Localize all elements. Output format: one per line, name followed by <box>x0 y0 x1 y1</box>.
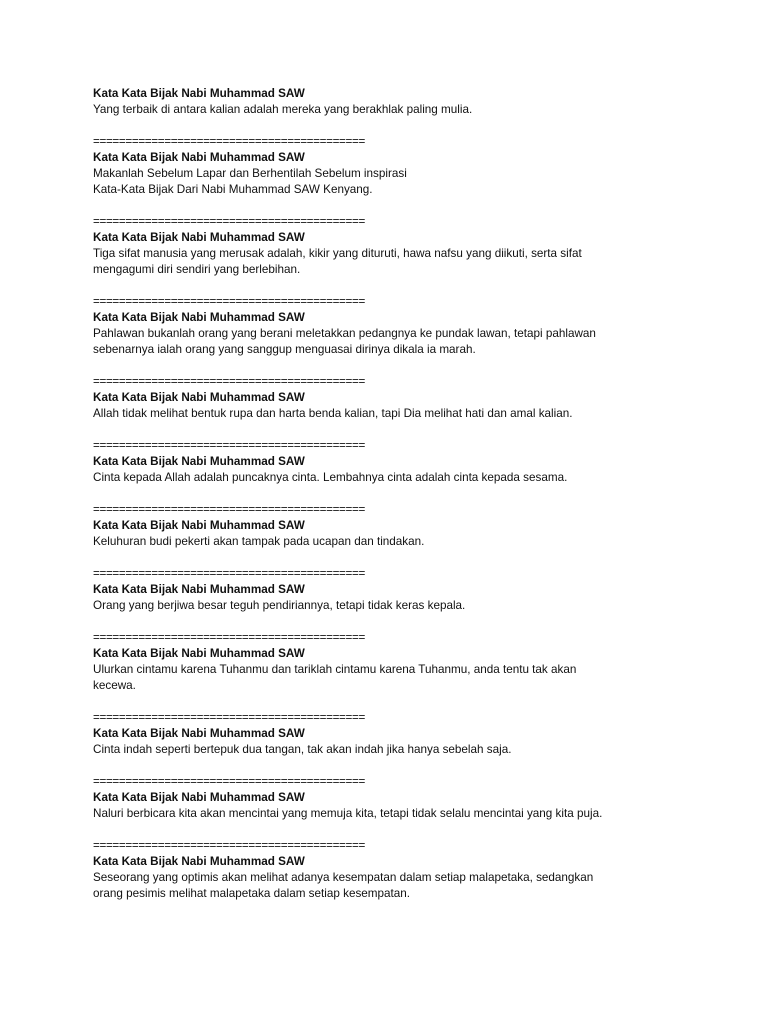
quote-text <box>93 406 693 422</box>
quote-title: Kata Kata Bijak Nabi Muhammad SAW <box>93 231 305 244</box>
quote-entry <box>93 710 693 758</box>
quote-title: Kata Kata Bijak Nabi Muhammad SAW <box>93 855 305 868</box>
quote-entry <box>93 86 693 118</box>
quote-text <box>93 742 693 758</box>
quote-line: sebenarnya ialah orang yang sanggup menguasai dirinya dikala ia marah. <box>93 343 476 356</box>
quote-line: Tiga sifat manusia yang merusak adalah, kikir yang dituruti, hawa nafsu yang diikuti, serta sifat <box>93 247 582 260</box>
separator-line: ========================================== <box>93 215 365 228</box>
quote-line: Cinta indah seperti bertepuk dua tangan, tak akan indah jika hanya sebelah saja. <box>93 743 512 756</box>
quote-title: Kata Kata Bijak Nabi Muhammad SAW <box>93 311 305 324</box>
quote-line: Cinta kepada Allah adalah puncaknya cinta. Lembahnya cinta adalah cinta kepada sesama. <box>93 471 568 484</box>
quote-title: Kata Kata Bijak Nabi Muhammad SAW <box>93 151 305 164</box>
quote-text <box>93 246 693 278</box>
quote-title: Kata Kata Bijak Nabi Muhammad SAW <box>93 791 305 804</box>
quote-line: Naluri berbicara kita akan mencintai yang memuja kita, tetapi tidak selalu mencintai yang kita puja. <box>93 807 603 820</box>
quote-line: Makanlah Sebelum Lapar dan Berhentilah Sebelum inspirasi <box>93 167 407 180</box>
quote-title: Kata Kata Bijak Nabi Muhammad SAW <box>93 87 305 100</box>
separator-line: ========================================== <box>93 711 365 724</box>
quote-entry <box>93 838 693 902</box>
quote-line: Pahlawan bukanlah orang yang berani meletakkan pedangnya ke pundak lawan, tetapi pahlawan <box>93 327 596 340</box>
separator-line: ========================================== <box>93 375 365 388</box>
quote-line: Yang terbaik di antara kalian adalah mereka yang berakhlak paling mulia. <box>93 103 473 116</box>
quote-entry <box>93 566 693 614</box>
quote-line: orang pesimis melihat malapetaka dalam setiap kesempatan. <box>93 887 411 900</box>
quote-title: Kata Kata Bijak Nabi Muhammad SAW <box>93 727 305 740</box>
separator-line: ========================================== <box>93 439 365 452</box>
quote-entry <box>93 438 693 486</box>
separator-line: ========================================== <box>93 567 365 580</box>
quote-title: Kata Kata Bijak Nabi Muhammad SAW <box>93 583 305 596</box>
quote-entry <box>93 294 693 358</box>
quote-text <box>93 806 693 822</box>
separator-line: ========================================== <box>93 135 365 148</box>
separator-line: ========================================== <box>93 631 365 644</box>
quote-entry <box>93 502 693 550</box>
quote-line: mengagumi diri sendiri yang berlebihan. <box>93 263 301 276</box>
quote-line: Kata-Kata Bijak Dari Nabi Muhammad SAW Kenyang. <box>93 183 373 196</box>
quote-entry <box>93 630 693 694</box>
quote-entry <box>93 374 693 422</box>
quote-line: Keluhuran budi pekerti akan tampak pada ucapan dan tindakan. <box>93 535 425 548</box>
quote-line: Ulurkan cintamu karena Tuhanmu dan tariklah cintamu karena Tuhanmu, anda tentu tak akan <box>93 663 577 676</box>
quote-text <box>93 598 693 614</box>
quote-line: Seseorang yang optimis akan melihat adanya kesempatan dalam setiap malapetaka, sedangkan <box>93 871 594 884</box>
quote-line: Allah tidak melihat bentuk rupa dan harta benda kalian, tapi Dia melihat hati dan amal kalian. <box>93 407 573 420</box>
document-content <box>93 86 693 902</box>
quote-line: Orang yang berjiwa besar teguh pendiriannya, tetapi tidak keras kepala. <box>93 599 466 612</box>
separator-line: ========================================== <box>93 503 365 516</box>
quote-text <box>93 102 693 118</box>
quote-title: Kata Kata Bijak Nabi Muhammad SAW <box>93 519 305 532</box>
separator-line: ========================================== <box>93 775 365 788</box>
separator-line: ========================================== <box>93 839 365 852</box>
quote-text <box>93 662 693 694</box>
quote-text <box>93 166 693 198</box>
quote-entry <box>93 214 693 278</box>
quote-title: Kata Kata Bijak Nabi Muhammad SAW <box>93 391 305 404</box>
quote-text <box>93 534 693 550</box>
quote-title: Kata Kata Bijak Nabi Muhammad SAW <box>93 647 305 660</box>
quote-text <box>93 326 693 358</box>
quote-title: Kata Kata Bijak Nabi Muhammad SAW <box>93 455 305 468</box>
quote-line: kecewa. <box>93 679 136 692</box>
separator-line: ========================================== <box>93 295 365 308</box>
quote-text <box>93 870 693 902</box>
quote-entry <box>93 774 693 822</box>
quote-entry <box>93 134 693 198</box>
quote-text <box>93 470 693 486</box>
